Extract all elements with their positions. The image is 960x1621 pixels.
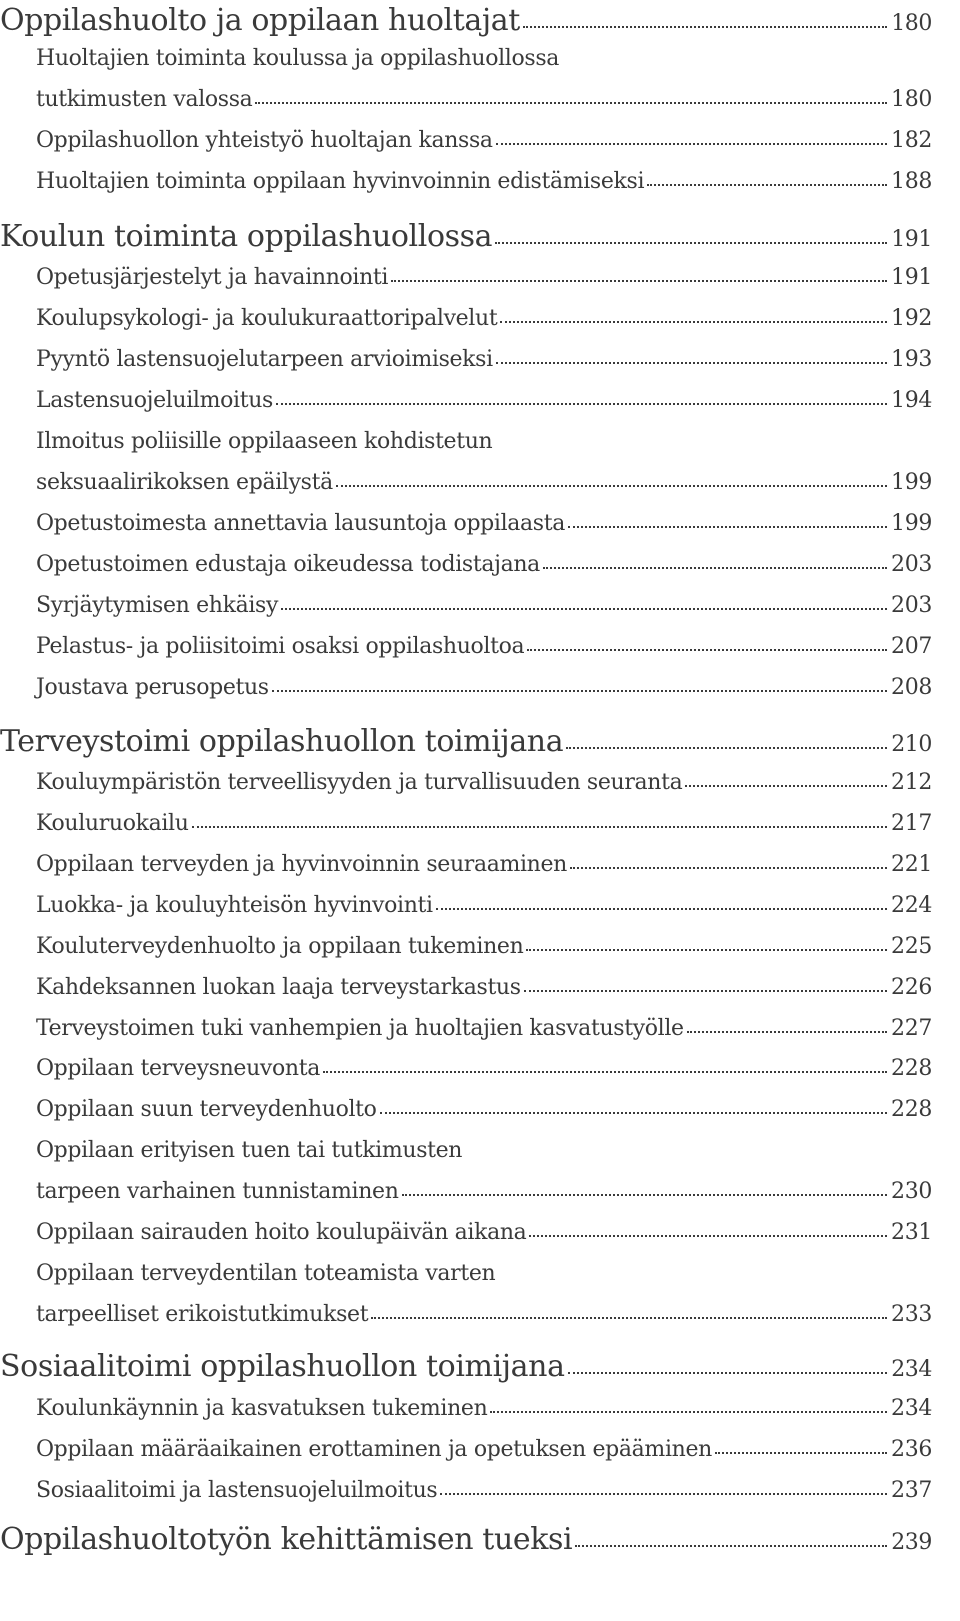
toc-chapter: [0, 1349, 932, 1384]
toc-page-number: 180: [891, 11, 932, 36]
toc-page-number: 228: [891, 1097, 932, 1122]
toc-page-number: 210: [891, 732, 932, 757]
toc-section: [0, 1099, 932, 1121]
toc-section: [0, 513, 932, 535]
toc-section: [0, 895, 932, 917]
toc-entry-title: Opetustoimesta annettavia lausuntoja oppilaasta: [36, 511, 566, 536]
toc-entry-title: Huoltajien toiminta oppilaan hyvinvoinnin edistämiseksi: [36, 169, 645, 194]
toc-entry-title: tarpeelliset erikoistutkimukset: [36, 1302, 369, 1327]
toc-section: [0, 854, 932, 876]
dot-leader: [380, 1112, 888, 1114]
dot-leader: [255, 102, 887, 104]
toc-page-number: 231: [891, 1220, 932, 1245]
toc-section: [0, 1222, 932, 1244]
toc-section: [0, 977, 932, 999]
toc-page-number: 191: [891, 265, 932, 290]
toc-section: [0, 267, 932, 289]
dot-leader: [647, 184, 887, 186]
toc-entry-title: tutkimusten valossa: [36, 87, 253, 112]
toc-page-number: 230: [891, 1179, 932, 1204]
toc-section: [0, 308, 932, 330]
dot-leader: [523, 26, 887, 28]
dot-leader: [529, 1235, 887, 1237]
toc-page-number: 228: [891, 1056, 932, 1081]
toc-entry-title: Opetusjärjestelyt ja havainnointi: [36, 265, 389, 290]
toc-section: [0, 1181, 932, 1203]
toc-entry-title: Luokka- ja kouluyhteisön hyvinvointi: [36, 893, 433, 918]
toc-page-number: 199: [891, 511, 932, 536]
dot-leader: [570, 867, 887, 869]
toc-page-number: 237: [891, 1478, 932, 1503]
dot-leader: [566, 747, 887, 749]
dot-leader: [500, 321, 887, 323]
toc-section: [0, 1480, 932, 1502]
dot-leader: [568, 1372, 888, 1374]
toc-section: [0, 1058, 932, 1080]
toc-section: [0, 1304, 932, 1326]
toc-entry-title: Oppilaan terveydentilan toteamista varten: [36, 1261, 496, 1286]
dot-leader: [524, 990, 887, 992]
dot-leader: [495, 242, 887, 244]
toc-page-number: 221: [891, 852, 932, 877]
toc-entry-title: Kouluruokailu: [36, 811, 189, 836]
toc-section: [0, 349, 932, 371]
toc-section: [0, 1018, 932, 1040]
toc-page-number: 233: [891, 1302, 932, 1327]
dot-leader: [276, 403, 887, 405]
toc-entry-title: seksuaalirikoksen epäilystä: [36, 470, 333, 495]
toc-entry-title: Huoltajien toiminta koulussa ja oppilashuollossa: [36, 46, 560, 71]
dot-leader: [687, 1031, 887, 1033]
toc-chapter: [0, 219, 932, 254]
toc-chapter: [0, 1522, 932, 1557]
toc-entry-title: Ilmoitus poliisille oppilaaseen kohdistetun: [36, 429, 493, 454]
toc-page-number: 192: [891, 306, 932, 331]
toc-page-number: 182: [891, 128, 932, 153]
toc-entry-title: tarpeen varhainen tunnistaminen: [36, 1179, 399, 1204]
toc-section: [0, 677, 932, 699]
toc-entry-title: Terveystoimi oppilashuollon toimijana: [0, 724, 564, 759]
toc-page-number: 194: [891, 388, 932, 413]
toc-entry-title: Opetustoimen edustaja oikeudessa todistajana: [36, 552, 540, 577]
toc-section: [0, 390, 932, 412]
dot-leader: [496, 362, 887, 364]
dot-leader: [323, 1071, 887, 1073]
toc-page-number: 188: [891, 169, 932, 194]
toc-entry-title: Sosiaalitoimi ja lastensuojeluilmoitus: [36, 1478, 438, 1503]
toc-page-number: 207: [891, 634, 932, 659]
dot-leader: [685, 785, 887, 787]
toc-page-number: 236: [891, 1437, 932, 1462]
toc-section: [0, 1398, 932, 1420]
dot-leader: [526, 949, 887, 951]
dot-leader: [490, 1411, 887, 1413]
toc-entry-title: Terveystoimen tuki vanhempien ja huoltajien kasvatustyölle: [36, 1016, 684, 1041]
toc-section: [0, 595, 932, 617]
toc-section: [0, 554, 932, 576]
dot-leader: [543, 567, 887, 569]
toc-section: [0, 472, 932, 494]
toc-page-number: 234: [891, 1357, 932, 1382]
toc-entry-title: Kouluterveydenhuolto ja oppilaan tukeminen: [36, 934, 524, 959]
toc-page-number: 180: [891, 87, 932, 112]
toc-entry-title: Oppilaan määräaikainen erottaminen ja opetuksen epääminen: [36, 1437, 712, 1462]
toc-entry-title: Pelastus- ja poliisitoimi osaksi oppilashuoltoa: [36, 634, 525, 659]
toc-entry-title: Syrjäytymisen ehkäisy: [36, 593, 279, 618]
toc-entry-title: Oppilaan terveysneuvonta: [36, 1056, 320, 1081]
toc-section: [0, 171, 932, 193]
toc-page-number: 227: [891, 1016, 932, 1041]
toc-page-number: 193: [891, 347, 932, 372]
toc-section: [0, 130, 932, 152]
toc-section: [0, 936, 932, 958]
toc-entry-title: Pyyntö lastensuojelutarpeen arvioimiseksi: [36, 347, 493, 372]
toc-page-number: 234: [891, 1396, 932, 1421]
toc-entry-title: Kouluympäristön terveellisyyden ja turvallisuuden seuranta: [36, 770, 683, 795]
toc-page-number: 225: [891, 934, 932, 959]
toc-page-number: 203: [891, 552, 932, 577]
dot-leader: [440, 1493, 887, 1495]
toc-entry-title: Oppilashuollon yhteistyö huoltajan kanssa: [36, 128, 493, 153]
toc-entry-title: Oppilashuolto ja oppilaan huoltajat: [0, 3, 520, 38]
toc-page-number: 208: [891, 675, 932, 700]
dot-leader: [568, 526, 887, 528]
dot-leader: [436, 908, 887, 910]
dot-leader: [272, 690, 887, 692]
toc-entry-title: Oppilashuoltotyön kehittämisen tueksi: [0, 1522, 573, 1557]
toc-entry-title: Sosiaalitoimi oppilashuollon toimijana: [0, 1349, 565, 1384]
toc-section: [0, 636, 932, 658]
dot-leader: [192, 826, 888, 828]
dot-leader: [402, 1194, 888, 1196]
dot-leader: [336, 485, 887, 487]
toc-entry-title: Joustava perusopetus: [36, 675, 269, 700]
toc-section: [0, 813, 932, 835]
toc-page-number: 217: [891, 811, 932, 836]
toc-page-number: 224: [891, 893, 932, 918]
toc-page-number: 212: [891, 770, 932, 795]
toc-entry-title: Oppilaan sairauden hoito koulupäivän aikana: [36, 1220, 527, 1245]
toc-chapter: [0, 724, 932, 759]
dot-leader: [371, 1317, 887, 1319]
toc-entry-title: Koulunkäynnin ja kasvatuksen tukeminen: [36, 1396, 488, 1421]
toc-section: [0, 1439, 932, 1461]
toc-entry-title: Koulupsykologi- ja koulukuraattoripalvelut: [36, 306, 498, 331]
dot-leader: [575, 1545, 887, 1547]
toc-entry-title: Lastensuojeluilmoitus: [36, 388, 273, 413]
toc-page-number: 203: [891, 593, 932, 618]
toc-page-number: 239: [891, 1530, 932, 1555]
toc-entry-title: Oppilaan terveyden ja hyvinvoinnin seuraaminen: [36, 852, 567, 877]
toc-page-number: 191: [891, 227, 932, 252]
dot-leader: [281, 608, 887, 610]
toc-chapter: [0, 3, 932, 38]
toc-section: [0, 772, 932, 794]
toc-entry-title: Oppilaan suun terveydenhuolto: [36, 1097, 377, 1122]
toc-entry-title: Kahdeksannen luokan laaja terveystarkastus: [36, 975, 521, 1000]
toc-page-number: 226: [891, 975, 932, 1000]
toc-page-number: 199: [891, 470, 932, 495]
dot-leader: [527, 649, 887, 651]
dot-leader: [715, 1452, 887, 1454]
dot-leader: [391, 280, 887, 282]
dot-leader: [496, 143, 887, 145]
toc-section: [0, 89, 932, 111]
toc-entry-title: Koulun toiminta oppilashuollossa: [0, 219, 493, 254]
toc-entry-title: Oppilaan erityisen tuen tai tutkimusten: [36, 1138, 463, 1163]
